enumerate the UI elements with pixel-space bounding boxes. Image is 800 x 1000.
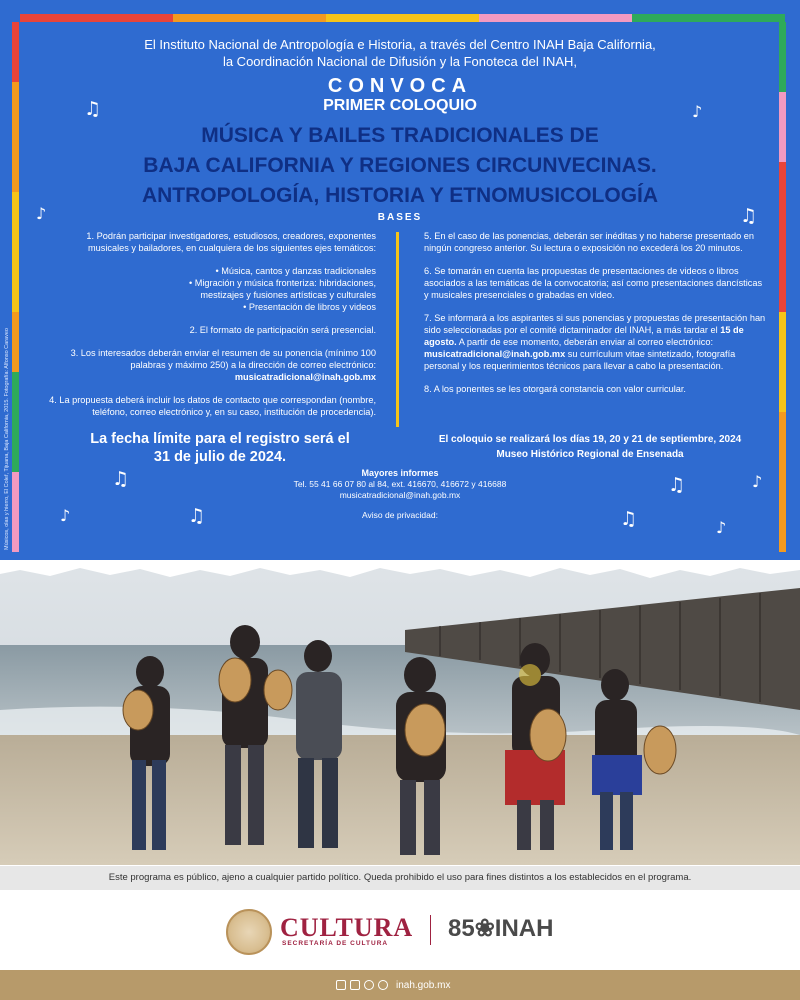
contact-title: Mayores informes: [361, 468, 439, 478]
column-divider: [396, 232, 399, 427]
side-bar-right-red: [779, 162, 786, 312]
contact-info: [250, 468, 550, 501]
deadline-line-2: 31 de julio de 2024.: [153, 449, 287, 465]
bases-right-column: [424, 230, 768, 406]
main-title-line-2: BAJA CALIFORNIA Y REGIONES CIRCUNVECINAS.: [143, 154, 657, 177]
music-note-icon: ♪: [60, 506, 71, 525]
youtube-icon[interactable]: [378, 980, 388, 990]
base-item-7-email[interactable]: musicatradicional@inah.gob.mx: [424, 349, 566, 359]
coloquio-heading: PRIMER COLOQUIO: [323, 97, 477, 114]
side-bar-orange: [12, 82, 19, 192]
music-note-icon: ♫: [620, 508, 638, 530]
event-info: [410, 432, 770, 462]
privacy-notice-link[interactable]: Aviso de privacidad:: [362, 510, 438, 520]
base-item-2: 2. El formato de participación será presencial.: [189, 325, 376, 335]
footer-url[interactable]: inah.gob.mx: [396, 979, 451, 991]
intro-line-2: la Coordinación Nacional de Difusión y la Fonoteca del INAH,: [222, 54, 578, 69]
base-item-7-text-b: A partir de ese momento, deberán enviar al correo electrónico:: [458, 337, 714, 347]
bullet-migracion-cont: mestizajes y fusiones artísticas y culturales: [200, 290, 376, 300]
convoca-heading: CONVOCA: [327, 75, 473, 97]
side-bar-right-pink: [779, 92, 786, 162]
legal-disclaimer: Este programa es público, ajeno a cualquier partido político. Queda prohibido el uso para fines distintos a los establecidos en el programa.: [0, 866, 800, 890]
music-note-icon: ♫: [740, 205, 758, 227]
music-note-icon: ♫: [112, 468, 130, 490]
base-item-1: 1. Podrán participar investigadores, estudiosos, creadores, exponentes musicales y bailadores, en cualquiera de los siguientes ejes temáticos:: [86, 231, 376, 253]
base-item-6: 6. Se tomarán en cuenta las propuestas de presentaciones de videos o libros asociados a las temáticas de la convocatoria; así como presentaciones dancísticas y musicales presenciales o grabadas en video.: [424, 266, 763, 300]
secretaria-label: SECRETARÍA DE CULTURA: [282, 940, 389, 947]
intro-line-1: El Instituto Nacional de Antropología e Historia, a través del Centro INAH Baja California,: [144, 37, 656, 52]
coat-of-arms-icon: [226, 909, 272, 955]
logo-separator: [430, 915, 431, 945]
music-note-icon: ♫: [668, 474, 686, 496]
beach-photo: [0, 560, 800, 865]
music-note-icon: ♪: [36, 204, 47, 223]
bullet-libros: • Presentación de libros y videos: [243, 302, 376, 312]
contact-phone: Tel. 55 41 66 07 80 al 84, ext. 416670, 416672 y 416688: [293, 479, 507, 489]
footer-social: [336, 978, 450, 992]
base-item-8: 8. A los ponentes se les otorgará constancia con valor curricular.: [424, 384, 686, 394]
rainbow-stripe: [20, 14, 785, 22]
photo-credit: Músicos, olas y hierro, El Colef, Tijuana, Baja California, 2015. Fotografía: Alfonso Caraveo: [4, 328, 10, 550]
bullet-musica: • Música, cantos y danzas tradicionales: [215, 266, 376, 276]
music-note-icon: ♫: [84, 98, 102, 120]
base-item-5: 5. En el caso de las ponencias, deberán ser inéditas y no haberse presentado en ningún congreso anterior. Su lectura o exposición no excederá los 20 minutos.: [424, 231, 754, 253]
twitter-icon[interactable]: [350, 980, 360, 990]
base-item-4: 4. La propuesta deberá incluir los datos de contacto que correspondan (nombre, teléfono, correo electrónico y, en su caso, institución de procedencia).: [49, 395, 376, 417]
base-item-7-text-a: 7. Se informará a los aspirantes si sus ponencias y propuestas de presentación han sido seleccionadas por el comité dictaminador del INAH, a más tardar el: [424, 313, 766, 335]
base-item-1-bullets: [48, 265, 376, 313]
event-venue: Museo Histórico Regional de Ensenada: [496, 449, 684, 460]
music-note-icon: ♪: [692, 102, 703, 121]
main-title-line-3: ANTROPOLOGÍA, HISTORIA Y ETNOMUSICOLOGÍA: [141, 184, 659, 207]
music-note-icon: ♪: [752, 472, 763, 491]
cultura-logo: CULTURA: [280, 913, 414, 942]
side-bar-right-orange: [779, 412, 786, 552]
deadline-text: [60, 430, 380, 466]
side-bar-right-yellow: [779, 312, 786, 412]
side-bar-red: [12, 22, 19, 82]
bullet-migracion: • Migración y música fronteriza: hibridaciones,: [188, 278, 376, 288]
music-note-icon: ♪: [716, 518, 727, 537]
base-item-7: [424, 312, 768, 372]
main-title-line-1: MÚSICA Y BAILES TRADICIONALES DE: [201, 124, 599, 147]
base-item-7-date: 15 de agosto.: [424, 325, 744, 347]
deadline-line-1: La fecha límite para el registro será el: [90, 431, 350, 447]
base-item-3: [48, 347, 376, 383]
facebook-icon[interactable]: [336, 980, 346, 990]
base-item-3-text: 3. Los interesados deberán enviar el resumen de su ponencia (mínimo 100 palabras y máximo 250) a la dirección de correo electrónico:: [70, 348, 376, 370]
side-bar-right-green: [779, 22, 786, 92]
bases-left-column: [48, 230, 376, 429]
base-item-3-email[interactable]: musicatradicional@inah.gob.mx: [234, 372, 376, 382]
inah-logo: 85❀INAH: [448, 915, 554, 942]
bases-label: BASES: [377, 212, 423, 223]
base-item-7-text-c: su currículum vitae sintetizado, fotografía personal y los requerimientos técnicos para llevar a cabo la presentación.: [424, 349, 736, 371]
contact-email[interactable]: musicatradicional@inah.gob.mx: [339, 490, 461, 500]
music-note-icon: ♫: [188, 505, 206, 527]
event-dates: El coloquio se realizará los días 19, 20 y 21 de septiembre, 2024: [438, 434, 742, 445]
intro-text: [100, 36, 700, 70]
instagram-icon[interactable]: [364, 980, 374, 990]
